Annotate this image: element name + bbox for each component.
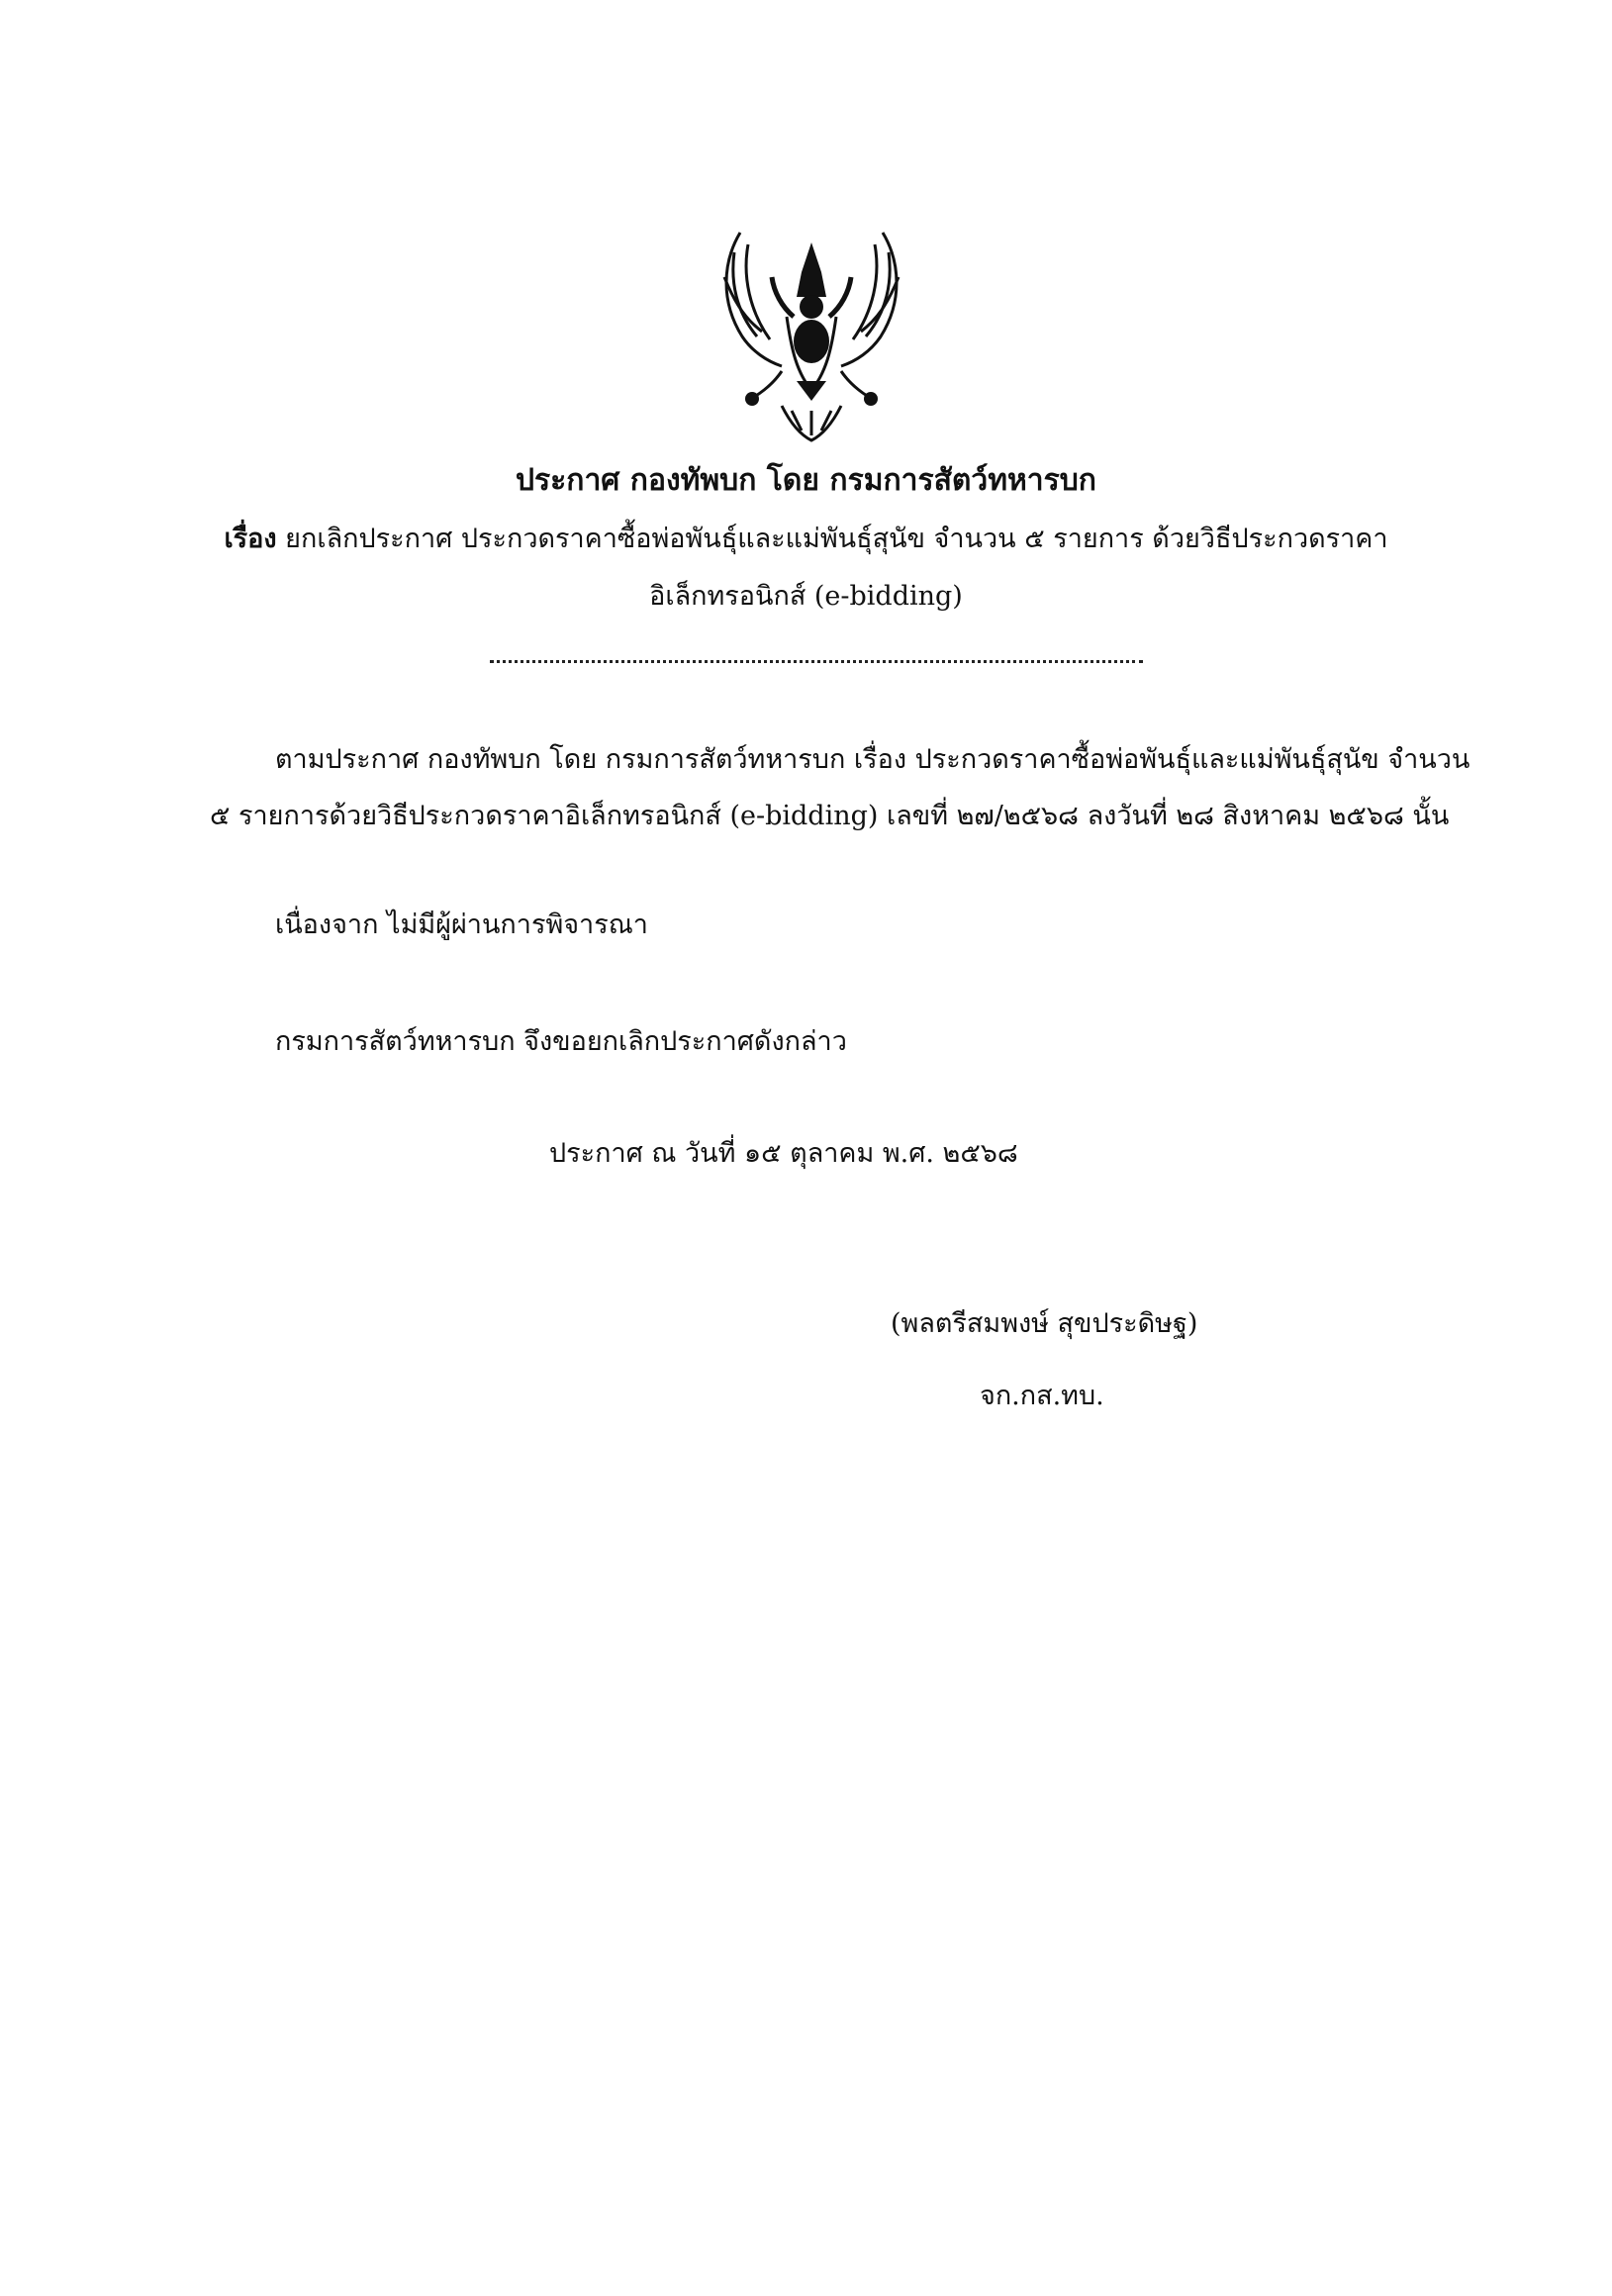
signatory-name: (พลตรีสมพงษ์ สุขประดิษฐ) — [891, 1308, 1198, 1339]
subject-label: เรื่อง — [224, 524, 277, 554]
signatory-position: จก.กส.ทบ. — [980, 1381, 1104, 1411]
subject-text-line-1: ยกเลิกประกาศ ประกวดราคาซื้อพ่อพันธุ์และแม่พันธุ์สุนัข จำนวน ๕ รายการ ด้วยวิธีประกวดราคา — [276, 524, 1388, 554]
document-title: ประกาศ กองทัพบก โดย กรมการสัตว์ทหารบก — [516, 463, 1096, 498]
announcement-date: ประกาศ ณ วันที่ ๑๕ ตุลาคม พ.ศ. ๒๕๖๘ — [549, 1138, 1018, 1169]
document-subject — [0, 517, 1612, 559]
paragraph-2: เนื่องจาก ไม่มีผู้ผ่านการพิจารณา — [275, 909, 648, 940]
garuda-emblem-icon — [712, 223, 910, 445]
subject-text-line-2: อิเล็กทรอนิกส์ (e-bidding) — [649, 581, 963, 612]
paragraph-1-line-1: ตามประกาศ กองทัพบก โดย กรมการสัตว์ทหารบก เรื่อง ประกวดราคาซื้อพ่อพันธุ์และแม่พันธุ์สุนัข จำนวน — [275, 744, 1470, 775]
paragraph-1-line-2: ๕ รายการด้วยวิธีประกวดราคาอิเล็กทรอนิกส์ (e-bidding) เลขที่ ๒๗/๒๕๖๘ ลงวันที่ ๒๘ สิงหาคม ๒๕๖๘ นั้น — [210, 801, 1450, 831]
paragraph-3: กรมการสัตว์ทหารบก จึงขอยกเลิกประกาศดังกล่าว — [275, 1026, 847, 1057]
dotted-separator — [490, 660, 1143, 663]
